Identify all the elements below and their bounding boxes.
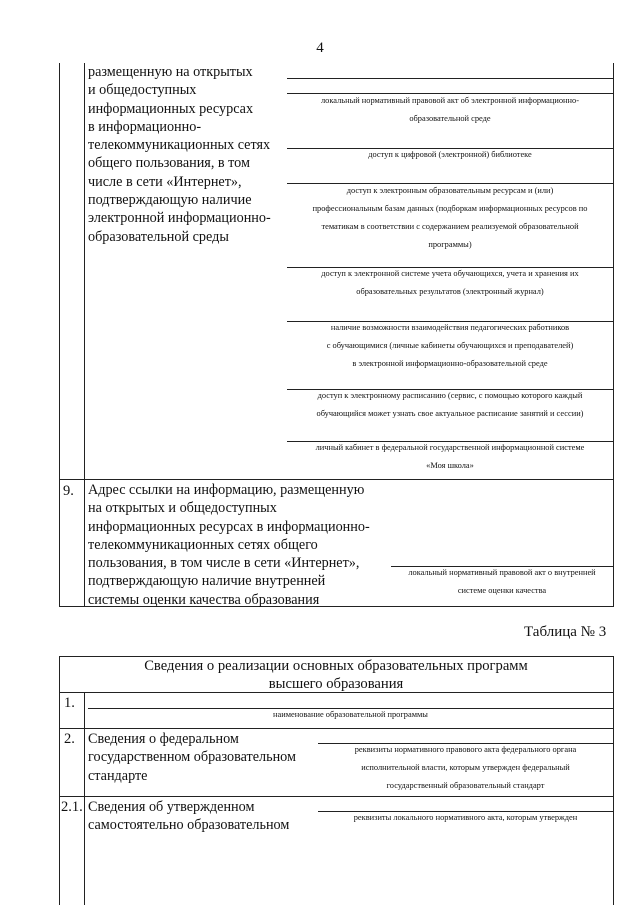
caption-line: обучающийся может узнать свое актуальное расписание занятий и сессии) <box>316 409 584 418</box>
field-caption-3 <box>287 265 613 301</box>
field-caption-0 <box>287 92 613 128</box>
table2-left-border <box>59 63 60 607</box>
label-line: образовательной среды <box>88 228 229 245</box>
row-1-number: 1. <box>64 695 75 711</box>
row-9-field-caption <box>391 564 613 600</box>
label-line: и общедоступных <box>88 82 197 99</box>
label-line: самостоятельно образовательном <box>88 817 290 834</box>
label-line: системы оценки качества образования <box>88 591 320 608</box>
caption-line: наличие возможности взаимодействия педагогических работников <box>330 323 570 332</box>
caption-line: доступ к электронным образовательным ресурсам и (или) <box>346 186 554 195</box>
table-3-title <box>59 657 613 693</box>
table3-row-border <box>59 796 613 797</box>
label-line: Сведения об утвержденном <box>88 799 255 815</box>
label-line: телекоммуникационных сетях <box>88 137 271 154</box>
caption-line: системе оценки качества <box>457 586 547 595</box>
label-line: информационных ресурсах <box>88 100 254 117</box>
label-line: общего пользования, в том <box>88 155 250 172</box>
caption-line: тематикам в соответствии с содержанием реализуемой образовательной <box>321 222 579 231</box>
row-9-number: 9. <box>63 483 74 499</box>
page-number: 4 <box>316 40 324 56</box>
row-2-label <box>88 730 328 785</box>
row-1-field-caption <box>88 706 613 724</box>
title-line: Сведения о реализации основных образовательных программ <box>144 658 528 674</box>
caption-line: «Моя школа» <box>426 461 474 470</box>
field-caption-5 <box>287 387 613 423</box>
label-line: в информационно- <box>88 118 202 135</box>
caption-line: реквизиты локального нормативного акта, которым утвержден <box>353 813 578 822</box>
caption-line: локальный нормативный правовой акт о внутренней <box>408 568 596 577</box>
field-caption-4 <box>287 319 613 373</box>
label-line: информационных ресурсах в информационно- <box>88 518 370 535</box>
table3-number-column-border <box>84 692 85 905</box>
field-caption-2 <box>287 182 613 254</box>
label-line: государственном образовательном <box>88 749 296 766</box>
caption-line: с обучающимися (личные кабинеты обучающихся и преподавателей) <box>326 341 574 350</box>
caption-line: образовательной среде <box>409 114 491 123</box>
fill-line <box>287 78 613 79</box>
caption-line: профессиональным базам данных (подборкам информационных ресурсов по <box>312 204 588 213</box>
label-line: подтверждающую наличие внутренней <box>88 573 326 590</box>
caption-line: в электронной информационно-образовательной среде <box>352 359 548 368</box>
caption-line: государственный образовательный стандарт <box>386 781 545 790</box>
row-2-1-field-caption <box>318 809 613 827</box>
label-line: телекоммуникационных сетях общего <box>88 536 318 553</box>
row-2-field-caption <box>318 741 613 795</box>
table3-left-border <box>59 656 60 905</box>
table2-number-column-border <box>84 63 85 607</box>
field-caption-6 <box>287 439 613 475</box>
caption-line: реквизиты нормативного правового акта федерального органа <box>354 745 577 754</box>
table2-divider-row9 <box>59 479 613 480</box>
caption-line: доступ к цифровой (электронной) библиотеке <box>368 150 532 159</box>
label-line: Адрес ссылки на информацию, размещенную <box>88 482 365 498</box>
caption-line: образовательных результатов (электронный журнал) <box>356 287 544 296</box>
label-line: на открытых и общедоступных <box>88 500 277 517</box>
caption-line: доступ к электронному расписанию (сервис, с помощью которого каждый <box>317 391 583 400</box>
row-2-1-number: 2.1. <box>61 799 83 815</box>
field-caption-1 <box>287 146 613 164</box>
row-2-number: 2. <box>64 731 75 747</box>
row-2-1-label <box>88 798 328 835</box>
caption-line: исполнительной власти, которым утвержден федеральный <box>361 763 570 772</box>
caption-line: личный кабинет в федеральной государственной информационной системе <box>315 443 585 452</box>
table-3-number: Таблица № 3 <box>524 624 607 640</box>
table2-right-border <box>613 63 614 607</box>
caption-line: наименование образовательной программы <box>273 710 428 719</box>
title-line: высшего образования <box>268 676 404 692</box>
caption-line: программы) <box>428 240 472 249</box>
continued-row-label <box>88 63 288 246</box>
table3-right-border <box>613 656 614 905</box>
row-9-label <box>88 481 398 609</box>
table3-row-border <box>59 728 613 729</box>
label-line: Сведения о федеральном <box>88 731 239 747</box>
label-line: пользования, в том числе в сети «Интернет», <box>88 555 360 572</box>
caption-line: локальный нормативный правовой акт об электронной информационно- <box>321 96 579 105</box>
label-line: электронной информационно- <box>88 210 271 227</box>
label-line: стандарте <box>88 767 148 784</box>
label-line: числе в сети «Интернет», <box>88 173 242 190</box>
label-line: размещенную на открытых <box>88 64 253 80</box>
caption-line: доступ к электронной системе учета обучающихся, учета и хранения их <box>321 269 579 278</box>
label-line: подтверждающую наличие <box>88 192 252 209</box>
